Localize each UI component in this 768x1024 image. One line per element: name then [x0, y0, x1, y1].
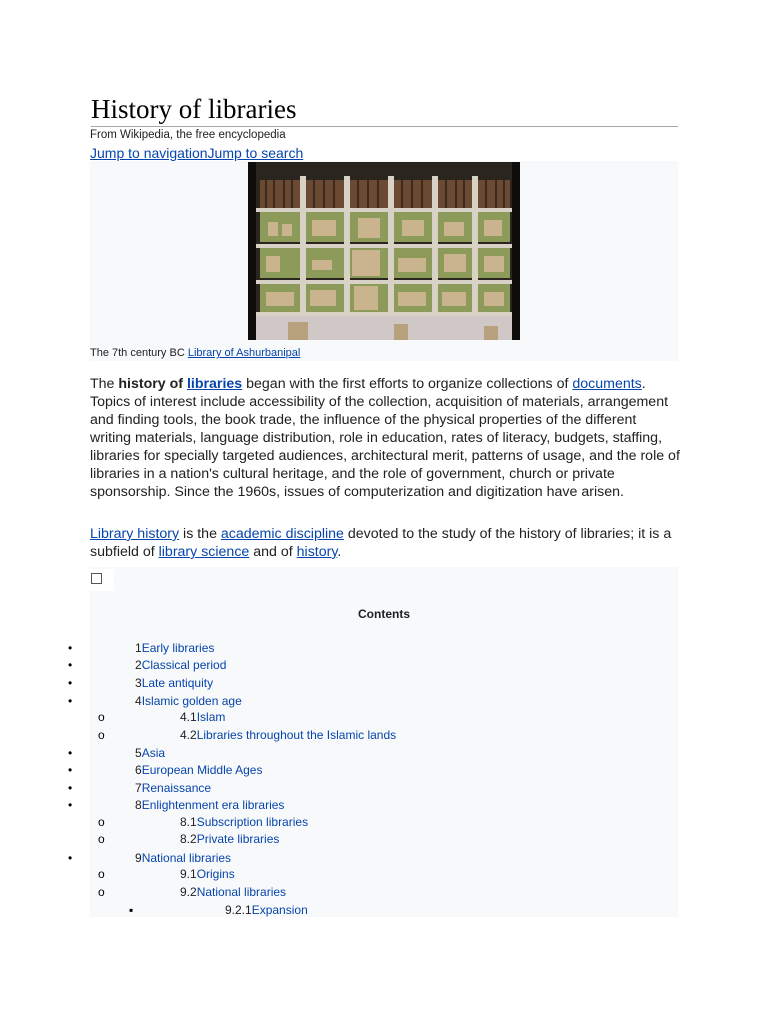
toc-item[interactable]: [225, 903, 308, 917]
toc-bullet: o: [98, 885, 105, 899]
toc-item[interactable]: [135, 641, 214, 655]
toc-item[interactable]: [180, 832, 279, 846]
toc-item-link[interactable]: Asia: [141, 746, 166, 760]
toc-bullet: •: [68, 746, 73, 760]
toc-item-link[interactable]: Expansion: [251, 903, 308, 917]
library-science-link[interactable]: library science: [158, 544, 250, 560]
toc-item[interactable]: [180, 867, 235, 881]
library-of-ashurbanipal-image[interactable]: [248, 162, 520, 340]
toc-item-link[interactable]: National libraries: [141, 851, 232, 865]
toc-item-link[interactable]: Islam: [196, 710, 226, 724]
jump-links: [90, 145, 303, 161]
academic-discipline-link[interactable]: academic discipline: [220, 526, 344, 542]
toc-bullet: o: [98, 832, 105, 846]
toc-bullet: •: [68, 676, 73, 690]
toc-item[interactable]: [180, 728, 396, 742]
toc-item[interactable]: [180, 815, 308, 829]
toc-item-link[interactable]: National libraries: [196, 885, 287, 899]
toc-item-number: 2: [135, 658, 142, 672]
toc-item[interactable]: [180, 885, 286, 899]
toc-bullet: •: [68, 658, 73, 672]
documents-link[interactable]: documents: [572, 376, 642, 392]
toc-item-number: 3: [135, 676, 142, 690]
toc-item[interactable]: [135, 763, 262, 777]
history-link[interactable]: history: [296, 544, 338, 560]
toc-item-number: 9.1: [180, 867, 197, 881]
toc-bullet: •: [68, 694, 73, 708]
toc-item-link[interactable]: Private libraries: [196, 832, 280, 846]
toc-item-number: 8: [135, 798, 142, 812]
toc-item-link[interactable]: Classical period: [141, 658, 227, 672]
toc-item-number: 8.2: [180, 832, 197, 846]
toc-item-number: 5: [135, 746, 142, 760]
library-of-ashurbanipal-link[interactable]: Library of Ashurbanipal: [187, 347, 301, 359]
toc-item-number: 9.2.1: [225, 903, 252, 917]
toc-item-number: 9.2: [180, 885, 197, 899]
toc-item-number: 9: [135, 851, 142, 865]
tagline: From Wikipedia, the free encyclopedia: [90, 129, 286, 141]
thumbnail-figure: [90, 161, 678, 361]
intro-paragraph: [90, 375, 680, 501]
toc-item[interactable]: [135, 658, 226, 672]
toc-item-link[interactable]: Enlightenment era libraries: [141, 798, 285, 812]
toc-bullet: •: [68, 763, 73, 777]
toc-item-link[interactable]: European Middle Ages: [141, 763, 263, 777]
toc-bullet: •: [68, 781, 73, 795]
toc-item-link[interactable]: Libraries throughout the Islamic lands: [196, 728, 397, 742]
toc-bullet: •: [68, 641, 73, 655]
jump-to-navigation-link[interactable]: Jump to navigation: [90, 145, 208, 161]
toc-item-number: 1: [135, 641, 142, 655]
libraries-link[interactable]: libraries: [186, 376, 243, 392]
library-history-link[interactable]: Library history: [90, 526, 180, 542]
para2-text-2: devoted to the study of the history of libraries; it is a subfield of: [90, 526, 672, 560]
para2-text-3: and of: [249, 544, 297, 560]
toc-toggle[interactable]: [90, 569, 114, 591]
para2-text-1: is the: [179, 526, 221, 542]
toc-item-number: 8.1: [180, 815, 197, 829]
toc-bullet: ▪: [129, 903, 134, 917]
toc-bullet: o: [98, 815, 105, 829]
toc-item[interactable]: [135, 694, 242, 708]
toc-item[interactable]: [135, 781, 211, 795]
toc-title: Contents: [358, 607, 410, 621]
toc-item-link[interactable]: Late antiquity: [141, 676, 214, 690]
toc-item-link[interactable]: Early libraries: [141, 641, 215, 655]
toc-item-number: 4.1: [180, 710, 197, 724]
figure-caption: [90, 347, 300, 359]
second-paragraph: [90, 525, 680, 561]
toc-item[interactable]: [135, 851, 231, 865]
jump-to-search-link[interactable]: Jump to search: [207, 145, 304, 161]
toc-item-number: 7: [135, 781, 142, 795]
intro-text-3: . Topics of interest include accessibility of the collection, acquisition of materials, arrangement and finding tools, the book trade, the influence of the physical properties of the different writing materials, language distribution, role in education, rates of literacy, budgets, staffing, libraries for specially targeted audiences, architectural merit, patterns of usage, and the role of libraries in a nation's cultural heritage, and the role of government, church or private sponsorship. Since the 1960s, issues of computerization and digitization have arisen.: [90, 376, 680, 500]
toc-bullet: o: [98, 710, 105, 724]
toc-item[interactable]: [180, 710, 225, 724]
para2-text-4: .: [337, 544, 342, 560]
intro-bold: history of: [118, 376, 187, 392]
toc-bullet: o: [98, 728, 105, 742]
toc-item-link[interactable]: Renaissance: [141, 781, 212, 795]
toc-item-number: 6: [135, 763, 142, 777]
toc-item-link[interactable]: Subscription libraries: [196, 815, 309, 829]
toc-item[interactable]: [135, 746, 165, 760]
intro-text-2: began with the first efforts to organize collections of: [242, 376, 573, 392]
intro-text-1: The: [90, 376, 119, 392]
shelf-illustration: [248, 162, 520, 340]
toc-item[interactable]: [135, 676, 213, 690]
page-title: History of libraries: [91, 92, 678, 127]
toc-item-number: 4: [135, 694, 142, 708]
toc-bullet: •: [68, 851, 73, 865]
toc-item-link[interactable]: Islamic golden age: [141, 694, 242, 708]
toc-item[interactable]: [135, 798, 284, 812]
toc-checkbox[interactable]: [91, 573, 102, 584]
toc-bullet: o: [98, 867, 105, 881]
toc-item-number: 4.2: [180, 728, 197, 742]
toc-bullet: •: [68, 798, 73, 812]
caption-text: The 7th century BC: [90, 347, 188, 359]
toc-item-link[interactable]: Origins: [196, 867, 235, 881]
